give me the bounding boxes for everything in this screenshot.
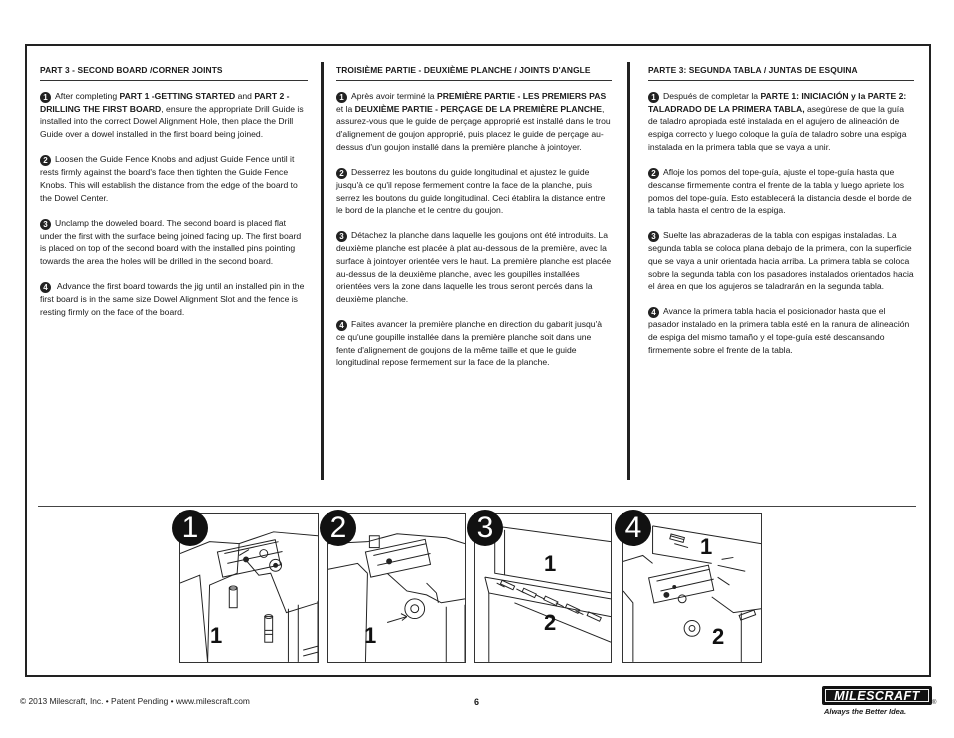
figure-badge: 1 xyxy=(172,510,208,546)
step-number-4: 4 xyxy=(336,320,347,331)
figure-callout: 1 xyxy=(364,623,377,648)
step-number-2: 2 xyxy=(336,168,347,179)
figure-badge: 3 xyxy=(467,510,503,546)
section-divider xyxy=(38,506,916,507)
english-column xyxy=(40,64,308,331)
figure-callout: 2 xyxy=(544,610,557,635)
spanish-heading: PARTE 3: SEGUNDA TABLA / JUNTAS DE ESQUINA xyxy=(648,64,914,81)
english-step-4: 4 Advance the first board towards the jig until an installed pin in the first board is in the same size Dowel Alignment Slot and the fence is resting firmly on the face of the board. xyxy=(40,280,305,317)
figure-callout: 1 xyxy=(210,623,223,648)
figure-callout: 1 xyxy=(544,551,557,576)
figure-badge: 4 xyxy=(615,510,651,546)
english-heading: PART 3 - SECOND BOARD /CORNER JOINTS xyxy=(40,64,308,81)
figure-badge: 2 xyxy=(320,510,356,546)
logo-tagline: Always the Better Idea. xyxy=(824,707,907,716)
english-step-1: 1 After completing PART 1 -GETTING STARTED and PART 2 - DRILLING THE FIRST BOARD, ensure the appropriate Drill Guide is installed into the correct Dowel Alignment Hole, then place the Drill Guide over a dowel installed in the first board being joined. xyxy=(40,90,304,140)
french-step-1: 1 Après avoir terminé la PREMIÈRE PARTIE - LES PREMIERS PAS et la DEUXIÈME PARTIE - PERÇAGE DE LA PREMIÈRE PLANCHE, assurez-vous que le guide de perçage approprié est installé dans le trou d'alignement de goujon approprié, puis placez le guide de perçage au-dessus d'un goujon installé dans la première planche à jointoyer. xyxy=(336,90,611,152)
french-step-3: 3 Détachez la planche dans laquelle les goujons ont été introduits. La deuxième planche est placée à plat au-dessous de la première, avec la surface à jointoyer orientée vers le haut. La première planche est placée au-dessus de la deuxième planche, avec les goupilles installées orientées vers la zone dans laquelle les trous seront percés dans la deuxième planche. xyxy=(336,230,612,305)
french-heading: TROISIÈME PARTIE - DEUXIÈME PLANCHE / JOINTS D'ANGLE xyxy=(336,64,612,81)
step-number-2: 2 xyxy=(40,155,51,166)
logo-wordmark: MILESCRAFT xyxy=(822,686,932,705)
french-step-4: 4 Faites avancer la première planche en direction du gabarit jusqu'à ce qu'une goupille installée dans la première planche soit dans une fente d'alignement de goujons de la même taille et que le guide longitudinal repose fermement sur la face de la planche. xyxy=(336,319,603,368)
step-number-3: 3 xyxy=(648,231,659,242)
step-number-4: 4 xyxy=(40,282,51,293)
page-number: 6 xyxy=(474,697,480,707)
step-number-1: 1 xyxy=(336,92,347,103)
column-divider xyxy=(627,62,630,480)
milescraft-logo xyxy=(822,686,937,716)
step-number-3: 3 xyxy=(336,231,347,242)
spanish-step-2: 2 Afloje los pomos del tope-guía, ajuste el tope-guía hasta que descanse firmemente contra el frente de la tabla y luego apriete los pomos del tope-guía. Esto establecerá la distancia desde el borde de la tabla hasta el centro de la espiga. xyxy=(648,166,912,216)
english-step-3: 3 Unclamp the doweled board. The second board is placed flat under the first with the surface being joined facing up. The first board is placed on top of the second board with the installed pins pointing towards the area the holes will be drilled in the second board. xyxy=(40,217,302,266)
registered-mark: ® xyxy=(932,700,937,706)
step-number-3: 3 xyxy=(40,219,51,230)
spanish-step-3: 3 Suelte las abrazaderas de la tabla con espigas instaladas. La segunda tabla se coloca plana debajo de la primera, con la superficie que se vaya a unir orientada hacia arriba. La primera tabla se coloca sobre la segunda tabla con los pasadores instalados orientados hacia el área en que los agujeros se taladrarán en la segunda tabla. xyxy=(648,230,914,292)
figure-callout: 1 xyxy=(700,534,713,559)
step-number-1: 1 xyxy=(648,92,659,103)
figure-callout: 2 xyxy=(712,624,725,649)
step-number-2: 2 xyxy=(648,168,659,179)
french-column xyxy=(336,64,612,381)
english-step-2: 2 Loosen the Guide Fence Knobs and adjust Guide Fence until it rests firmly against the board's face then tighten the Guide Fence Knobs. This will establish the distance from the edge of the board to the Dowel Center. xyxy=(40,154,298,203)
step-number-4: 4 xyxy=(648,307,659,318)
spanish-step-1: 1 Después de completar la PARTE 1: INICIACIÓN y la PARTE 2: TALADRADO DE LA PRIMERA TABLA, asegúrese de que la guía de taladro apropiada esté instalada en el agujero de alineación de espiga correcto y luego coloque la guía de taladro sobre una espiga instalada en la primera tabla que se vaya a unir. xyxy=(648,90,907,152)
spanish-column xyxy=(648,64,914,369)
column-divider xyxy=(321,62,324,480)
copyright-notice: © 2013 Milescraft, Inc. • Patent Pending • www.milescraft.com xyxy=(20,696,250,706)
french-step-2: 2 Desserrez les boutons du guide longitudinal et ajustez le guide jusqu'à ce qu'il repose fermement contre la face de la planche, puis serrez les boutons du guide longitudinal. Ceci établira la distance entre le bord de la planche et le centre du goujon. xyxy=(336,166,606,216)
step-number-1: 1 xyxy=(40,92,51,103)
spanish-step-4: 4 Avance la primera tabla hacia el posicionador hasta que el pasador instalado en la primera tabla esté en la ranura de alineación de espiga del mismo tamaño y el tope-guía esté descansando firmemente sobre el frente de la tabla. xyxy=(648,306,910,355)
